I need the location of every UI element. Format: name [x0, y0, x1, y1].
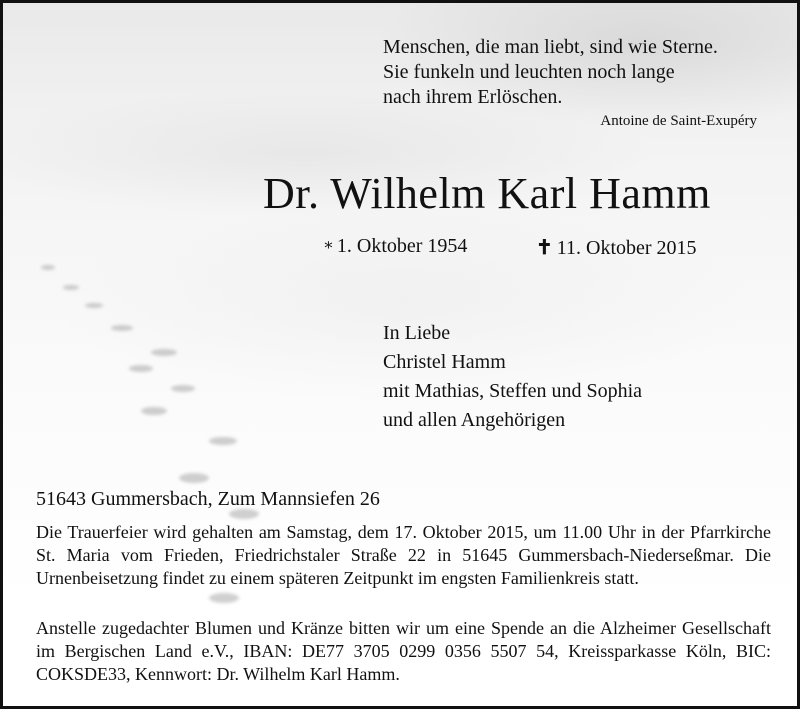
quote-author: Antoine de Saint-Exupéry: [600, 113, 757, 129]
donation-paragraph: Anstelle zugedachter Blumen und Kränze bitten wir um eine Spende an die Alzheimer Gesellschaft im Bergischen Land e.V., IBAN: DE77 3705 0299 0356 5507 54, Kreissparkasse Köln, BIC: COKSDE33, Kennwort: Dr. Wilhelm Karl Hamm.: [36, 618, 771, 684]
quote-line: nach ihrem Erlöschen.: [383, 86, 563, 108]
birth-date-line: [323, 235, 467, 258]
mourner-line: mit Mathias, Steffen und Sophia: [383, 380, 643, 402]
death-cross-icon: ✝: [536, 237, 553, 259]
mourner-line: In Liebe: [383, 322, 451, 344]
mourners-block: [383, 319, 642, 435]
ceremony-paragraph: Die Trauerfeier wird gehalten am Samstag, dem 17. Oktober 2015, um 11.00 Uhr in der Pfarrkirche St. Maria vom Frieden, Friedrichstaler Straße 22 in 51645 Gummersbach-Niederseßmar. Die Urnenbeisetzung findet zu einem späteren Zeitpunkt im engsten Familienkreis statt.: [36, 522, 771, 588]
birth-date: 1. Oktober 1954: [336, 235, 468, 257]
death-date: 11. Oktober 2015: [556, 237, 697, 259]
quote-line: Sie funkeln und leuchten noch lange: [383, 61, 675, 83]
deceased-name: Dr. Wilhelm Karl Hamm: [263, 169, 711, 218]
death-date-line: [536, 235, 697, 260]
quote-line: Menschen, die man liebt, sind wie Sterne.: [383, 36, 718, 58]
mourner-line: und allen Angehörigen: [383, 409, 566, 431]
birth-star-icon: ∗: [323, 237, 334, 254]
mourner-line: Christel Hamm: [383, 351, 506, 373]
quote-block: [383, 35, 718, 110]
address: 51643 Gummersbach, Zum Mannsiefen 26: [36, 488, 380, 510]
